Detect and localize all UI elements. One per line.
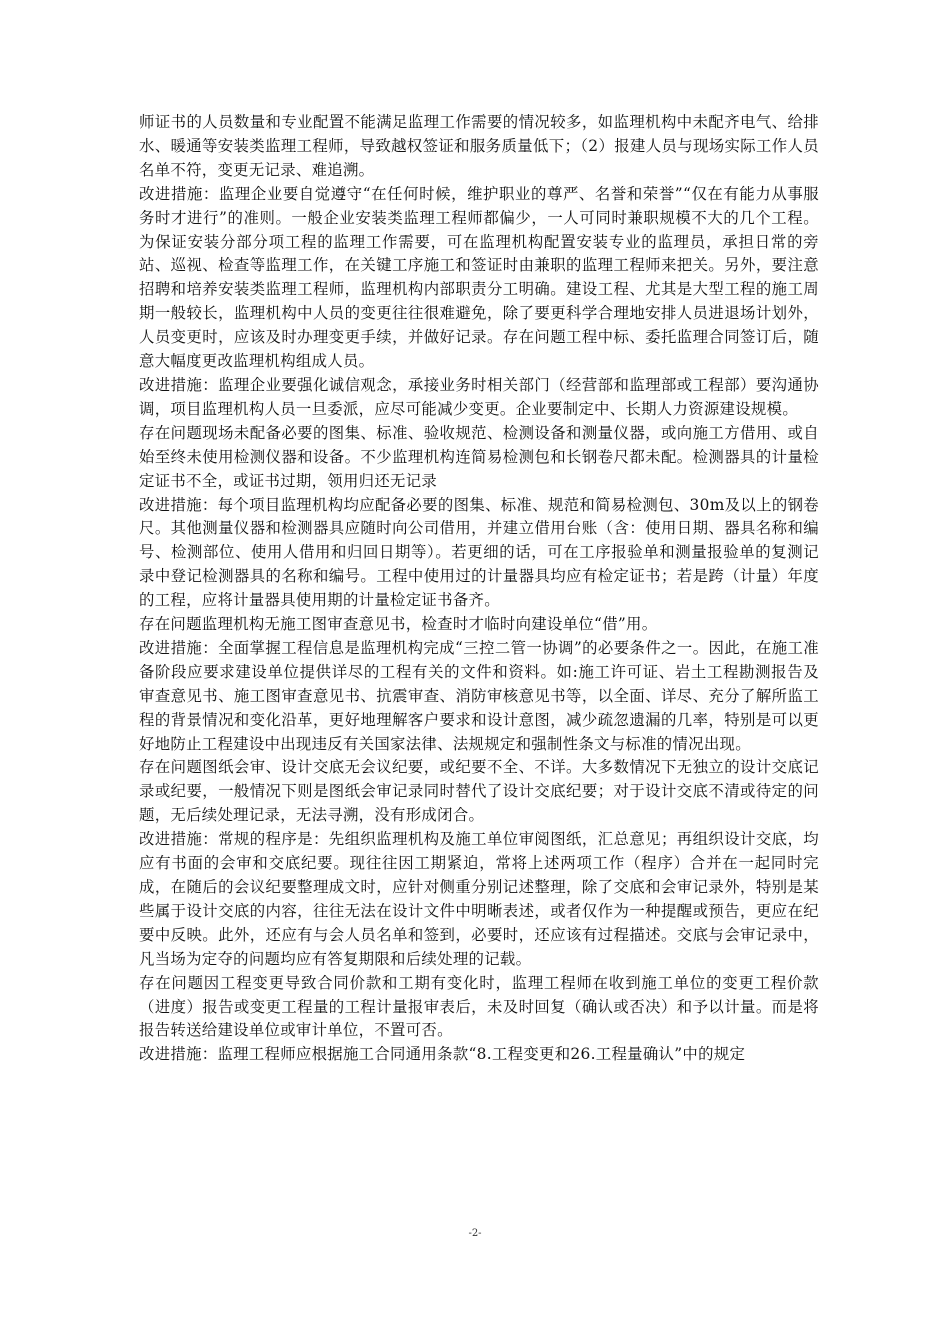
paragraph-equipment-measures: 改进措施：每个项目监理机构均应配备必要的图集、标准、规范和简易检测包、30m及以上的钢卷尺。其他测量仪器和检测器具应随时向公司借用，并建立借用台账（含：使用日期、器具名称和编号、检测部位、使用人借用和归回日期等）。若更细的话，可在工序报验单和测量报验单的复测记录中登记检测器具的名称和编号。工程中使用过的计量器具均应有检定证书；若是跨（计量）年度的工程，应将计量器具使用期的计量检定证书备齐。 xyxy=(139,495,819,610)
paragraph-briefing-issue: 存在问题图纸会审、设计交底无会议纪要，或纪要不全、不详。大多数情况下无独立的设计交底记录或纪要，一般情况下则是图纸会审记录同时替代了设计交底纪要；对于设计交底不清或待定的问题，无后续处理记录，无法寻溯，没有形成闭合。 xyxy=(139,758,819,825)
paragraph-review-measures: 改进措施：全面掌握工程信息是监理机构完成“三控二管一协调”的必要条件之一。因此，在施工准备阶段应要求建设单位提供详尽的工程有关的文件和资料。如:施工许可证、岩土工程勘测报告及审查意见书、施工图审查意见书、抗震审查、消防审核意见书等，以全面、详尽、充分了解所监工程的背景情况和变化沿革，更好地理解客户要求和设计意图，减少疏忽遗漏的几率，特别是可以更好地防止工程建设中出现违反有关国家法律、法规规定和强制性条文与标准的情况出现。 xyxy=(139,638,819,753)
paragraph-change-measures: 改进措施：监理工程师应根据施工合同通用条款“8.工程变更和26.工程量确认”中的规定 xyxy=(139,1045,746,1064)
document-body xyxy=(139,111,819,1067)
paragraph-review-issue: 存在问题监理机构无施工图审查意见书，检查时才临时向建设单位“借”用。 xyxy=(139,615,658,634)
paragraph-staffing-measures: 改进措施：监理企业要自觉遵守“在任何时候，维护职业的尊严、名誉和荣誉”“仅在有能力从事服务时才进行”的准则。一般企业安装类监理工程师都偏少，一人可同时兼职规模不大的几个工程。为保证安装分部分项工程的监理工作需要，可在监理机构配置安装专业的监理员，承担日常的旁站、巡视、检查等监理工作，在关键工序施工和签证时由兼职的监理工程师来把关。另外，要注意招聘和培养安装类监理工程师，监理机构内部职责分工明确。建设工程、尤其是大型工程的施工周期一般较长，监理机构中人员的变更往往很难避免，除了要更科学合理地安排人员进退场计划外，人员变更时，应该及时办理变更手续，并做好记录。存在问题工程中标、委托监理合同签订后，随意大幅度更改监理机构组成人员。 xyxy=(139,184,819,371)
paragraph-equipment-issue: 存在问题现场未配备必要的图集、标准、验收规范、检测设备和测量仪器，或向施工方借用、或自始至终未使用检测仪器和设备。不少监理机构连简易检测包和长钢卷尺都未配。检测器具的计量检定证书不全，或证书过期，领用归还无记录 xyxy=(139,423,819,490)
page-number: -2- xyxy=(468,1228,482,1239)
paragraph-change-issue: 存在问题因工程变更导致合同价款和工期有变化时，监理工程师在收到施工单位的变更工程价款（进度）报告或变更工程量的工程计量报审表后，未及时回复（确认或否决）和予以计量。而是将报告转送给建设单位或审计单位，不置可否。 xyxy=(139,973,819,1040)
paragraph-integrity-measures: 改进措施：监理企业要强化诚信观念，承接业务时相关部门（经营部和监理部或工程部）要沟通协调，项目监理机构人员一旦委派，应尽可能减少变更。企业要制定中、长期人力资源建设规模。 xyxy=(139,375,819,418)
paragraph-staffing-issue: 师证书的人员数量和专业配置不能满足监理工作需要的情况较多，如监理机构中未配齐电气、给排水、暖通等安装类监理工程师，导致越权签证和服务质量低下；（2）报建人员与现场实际工作人员名单不符，变更无记录、难追溯。 xyxy=(139,113,819,179)
paragraph-briefing-measures: 改进措施：常规的程序是：先组织监理机构及施工单位审阅图纸，汇总意见；再组织设计交底，均应有书面的会审和交底纪要。现往往因工期紧迫，常将上述两项工作（程序）合并在一起同时完成，在随后的会议纪要整理成文时，应针对侧重分别记述整理，除了交底和会审记录外，特别是某些属于设计交底的内容，往往无法在设计文件中明晰表述，或者仅作为一种提醒或预告，更应在纪要中反映。此外，还应有与会人员名单和签到，必要时，还应该有过程描述。交底与会审记录中，凡当场为定夺的问题均应有答复期限和后续处理的记载。 xyxy=(139,830,819,968)
